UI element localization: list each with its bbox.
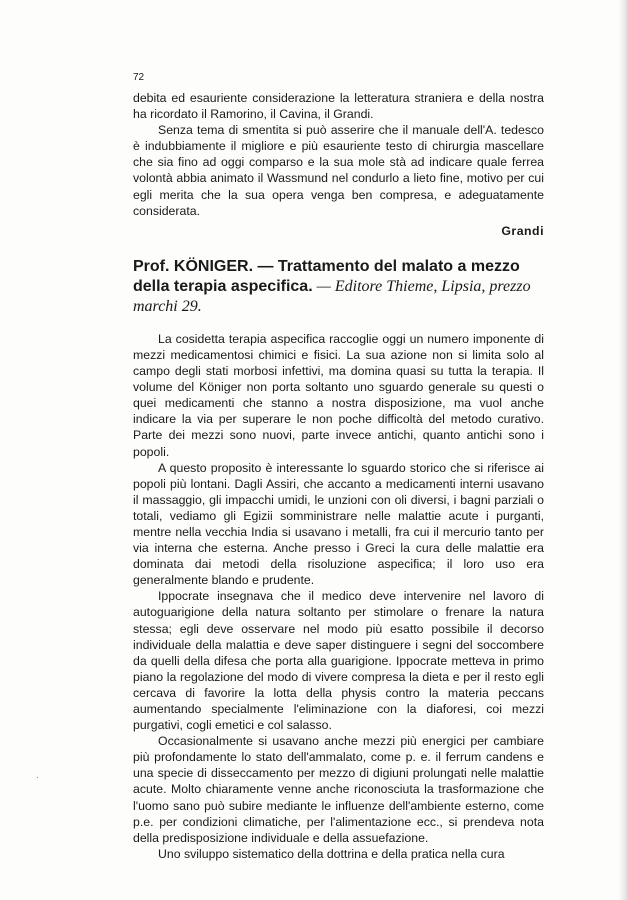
intro-paragraph-1: debita ed esauriente considerazione la letteratura straniera e della nostra ha ricordato il Ramorino, il Cavina, il Grandi.: [133, 91, 544, 122]
margin-speck: ·: [36, 772, 39, 782]
page-number: 72: [133, 72, 145, 83]
page-body: [133, 90, 544, 862]
review-paragraph-3: Ippocrate insegnava che il medico deve intervenire nel lavoro di autoguarigione della natura soltanto per stimolare o frenare la natura stessa; egli deve osservare nel modo più esatto possibile il decorso individuale della malattia e deve saper distinguere i segni del soccombere da quelli della difesa che porta alla guarigione. Ippocrate metteva in primo piano la regolazione del modo di vivere compresa la dieta e per il resto egli cercava di favorire la lotta della physis contro la materia peccans aumentando specialmente l'eliminazione con la diaforesi, coi mezzi purgativi, cogli emetici e col salasso.: [133, 589, 544, 733]
review-author: Prof. KÖNIGER.: [133, 257, 254, 275]
review-title: Trattamento del malato a mezzo della terapia aspecifica.: [133, 257, 520, 295]
review-paragraph-2: A questo proposito è interessante lo sguardo storico che si riferisce ai popoli più lontani. Dagli Assiri, che accanto a medicamenti interni usavano il massaggio, gli impacchi umidi, le unzioni con oli diversi, i bagni parziali o totali, vediamo gli Egizii somministrare nelle malattie acute i purganti, mentre nella vecchia India si usavano i metalli, fra cui il mercurio tanto per via interna che esterna. Anche presso i Greci la cura delle malattie era dominata dai metodi della risoluzione aspecifica; il loro uso era generalmente blando e prudente.: [133, 460, 544, 588]
review-publisher: — Editore Thieme, Lipsia, prezzo marchi 29.: [133, 277, 531, 315]
review-paragraph-1: La cosidetta terapia aspecifica raccoglie oggi un numero imponente di mezzi medicamentosi chimici e fisici. La sua azione non si limita solo al campo degli stati morbosi infettivi, ma domina quasi su tutta la terapia. Il volume del Königer non porta soltanto uno sguardo generale su questi o quei medicamenti che stanno a nostra disposizione, ma vuol anche indicare la via per superare le non poche difficoltà del metodo curativo. Parte dei mezzi sono nuovi, parte invece antichi, quanto antichi sono i popoli.: [133, 331, 544, 459]
page-edge-shadow: [618, 0, 628, 900]
review-heading: [133, 257, 544, 317]
review-paragraph-5: Uno sviluppo sistematico della dottrina e della pratica nella cura: [158, 846, 505, 861]
review-signature: Grandi: [501, 223, 544, 238]
review-dash: —: [253, 257, 278, 275]
review-paragraph-4: Occasionalmente si usavano anche mezzi più energici per cambiare più profondamente lo stato dell'ammalato, come p. e. il ferrum candens e una specie di disseccamento per mezzo di digiuni prolungati nelle malattie acute. Molto chiaramente venne anche riconosciuta la trasformazione che l'uomo sano può subire mediante le influenze dell'ambiente esterno, come p.e. per condizioni climatiche, per l'alimentazione ecc., si prendeva nota della predisposizione individuale e della assuefazione.: [133, 734, 544, 845]
intro-paragraph-2: Senza tema di smentita si può asserire che il manuale dell'A. tedesco è indubbiamente il migliore e più esauriente testo di chirurgia mascellare che sia fino ad oggi comparso e la sua mole stà ad indicare quale ferrea volontà abbia animato il Wassmund nel condurlo a lieto fine, motivo per cui egli merita che la sua opera venga ben compresa, e adeguatamente considerata.: [133, 123, 544, 218]
